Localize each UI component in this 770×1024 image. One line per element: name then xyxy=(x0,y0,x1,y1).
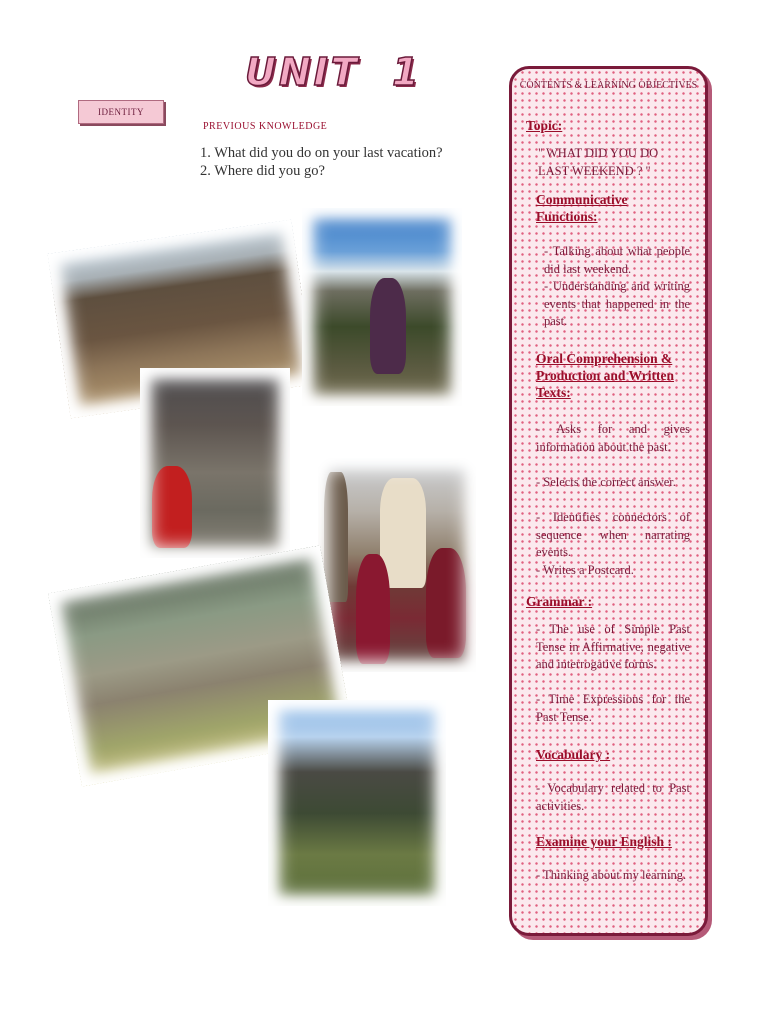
topic-text: " WHAT DID YOU DO LAST WEEKEND ? " xyxy=(538,146,659,178)
llama-figure xyxy=(324,472,348,602)
question-2: 2. Where did you go? xyxy=(200,163,325,179)
comm-item: - Understanding and writing events that happened in the past. xyxy=(544,279,690,328)
oral-item: - Identifies connectors of sequence when narrating events. xyxy=(536,510,690,559)
identity-tab: IDENTITY xyxy=(78,100,164,124)
grammar-item: - The use of Simple Past Tense in Affirmative, negative and interrogative forms. xyxy=(536,622,690,671)
person-figure xyxy=(426,548,466,658)
photo-person-valley xyxy=(302,208,462,406)
person-figure xyxy=(370,278,406,374)
topic-heading: Topic: xyxy=(526,118,563,133)
photo-huayna-picchu xyxy=(268,700,446,906)
oral-item: - Asks for and gives information about the past. xyxy=(536,422,690,454)
communicative-functions-heading: Communicative Functions: xyxy=(536,192,628,224)
oral-item: - Selects the correct answer. xyxy=(536,475,676,489)
contents-objectives-panel xyxy=(509,66,708,936)
unit-title: UNIT 1 xyxy=(245,50,422,94)
comm-item: - Talking about what people did last weekend. xyxy=(544,244,690,276)
oral-comprehension-heading: Oral Comprehension & Production and Written Texts: xyxy=(536,351,675,400)
person-figure xyxy=(152,466,192,548)
llama-figure xyxy=(380,478,426,588)
person-figure xyxy=(356,554,390,664)
question-1: 1. What did you do on your last vacation? xyxy=(200,145,443,161)
photo-women-llamas xyxy=(318,458,476,672)
oral-item: - Writes a Postcard. xyxy=(536,563,634,577)
vocabulary-heading: Vocabulary : xyxy=(536,747,611,762)
grammar-item: - Time Expressions for the Past Tense. xyxy=(536,692,690,724)
grammar-heading: Grammar : xyxy=(526,594,593,609)
photo-machu-picchu-person xyxy=(140,368,290,558)
examine-item: - Thinking about my learning. xyxy=(536,868,687,882)
panel-heading: CONTENTS & LEARNING OBJECTIVES xyxy=(519,80,698,91)
examine-heading: Examine your English : xyxy=(536,834,672,849)
previous-knowledge-label: PREVIOUS KNOWLEDGE xyxy=(203,121,328,132)
vocab-item: - Vocabulary related to Past activities. xyxy=(536,781,690,813)
